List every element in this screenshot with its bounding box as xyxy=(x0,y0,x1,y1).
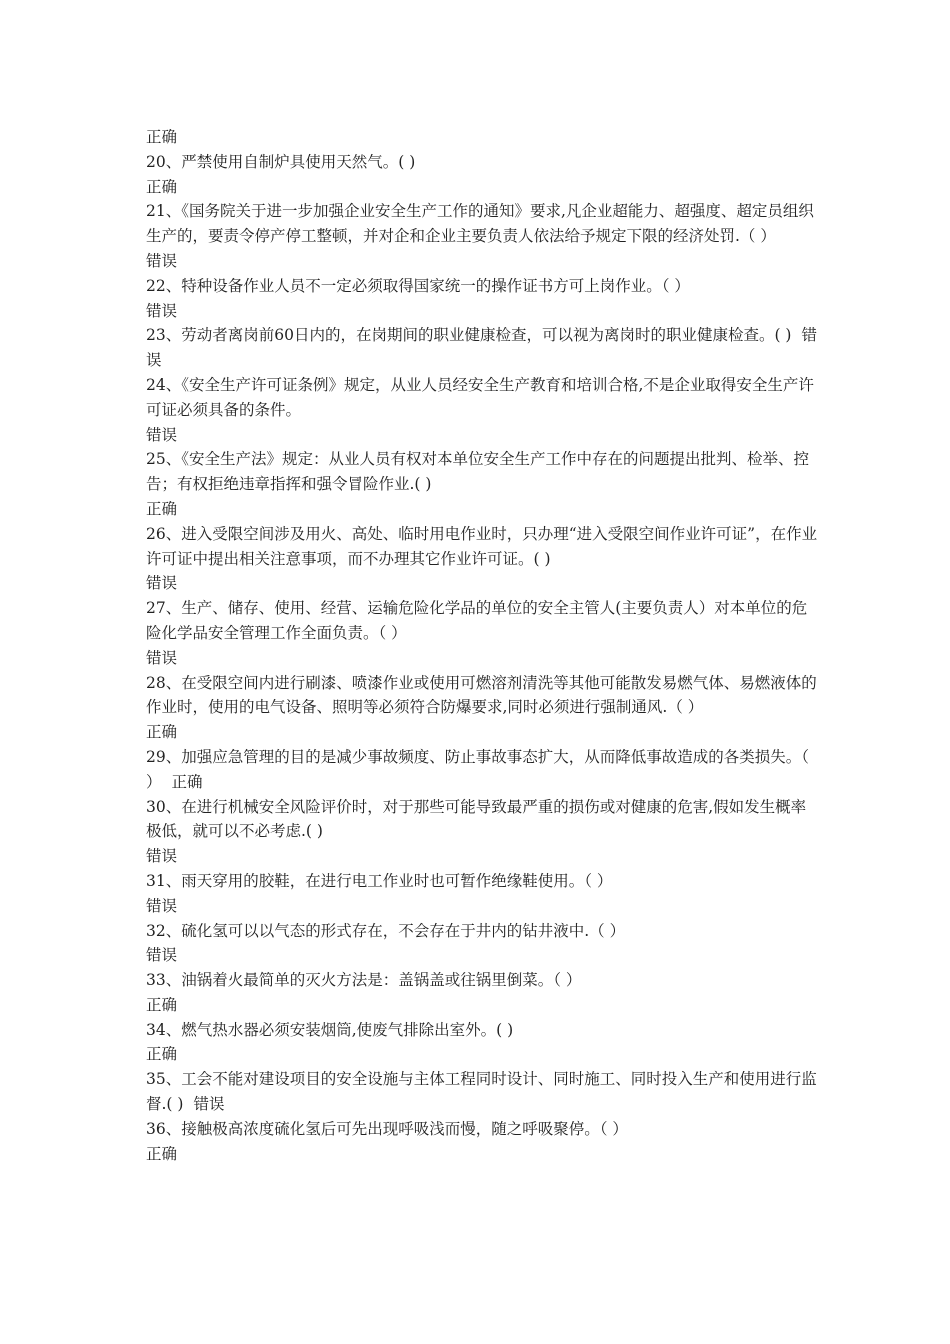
answer-text: 错误 xyxy=(193,1095,225,1114)
answer-text: 正确 xyxy=(146,128,178,146)
answer-text: 正确 xyxy=(146,499,178,518)
answer-text: 正确 xyxy=(146,1045,178,1064)
answer-text: 错误 xyxy=(146,251,178,270)
question-text: 25、《安全生产法》规定：从业人员有权对本单位安全生产工作中存在的问题提出批判、检举、控告；有权拒绝违章指挥和强令冒险作业.( ) xyxy=(146,450,809,494)
question-item xyxy=(146,745,818,795)
question-text: 31、雨天穿用的胶鞋，在进行电工作业时也可暂作绝缘鞋使用。（ ） xyxy=(146,871,613,890)
question-item xyxy=(146,447,818,521)
question-text: 24、《安全生产许可证条例》规定，从业人员经安全生产教育和培训合格,不是企业取得安全生产许可证必须具备的条件。 xyxy=(146,375,814,419)
question-text: 35、工会不能对建设项目的安全设施与主体工程同时设计、同时施工、同时投入生产和使用进行监督.( ) xyxy=(146,1070,817,1114)
answer-text: 正确 xyxy=(146,1144,178,1163)
question-text: 20、严禁使用自制炉具使用天然气。( ) xyxy=(146,152,416,171)
question-text: 28、在受限空间内进行刷漆、喷漆作业或使用可燃溶剂清洗等其他可能散发易燃气体、易燃液体的作业时，使用的电气设备、照明等必须符合防爆要求,同时必须进行强制通风.（ ） xyxy=(146,673,817,717)
question-text: 30、在进行机械安全风险评价时，对于那些可能导致最严重的损伤或对健康的危害,假如发生概率极低，就可以不必考虑.( ) xyxy=(146,797,807,841)
question-item xyxy=(146,274,818,324)
answer-text: 错误 xyxy=(146,425,178,444)
question-item xyxy=(146,199,818,273)
question-list xyxy=(146,150,818,1167)
question-item xyxy=(146,919,818,969)
question-item xyxy=(146,522,818,596)
answer-text: 错误 xyxy=(146,301,178,320)
answer-text: 错误 xyxy=(146,896,178,915)
question-text: 21、《国务院关于进一步加强企业安全生产工作的通知》要求,凡企业超能力、超强度、超定员组织生产的，要责令停产停工整顿，并对企和企业主要负责人依法给予规定下限的经济处罚.（ ） xyxy=(146,202,814,246)
question-item xyxy=(146,1117,818,1167)
question-text: 36、接触极高浓度硫化氢后可先出现呼吸浅而慢，随之呼吸聚停。（ ） xyxy=(146,1119,628,1138)
answer-text: 错误 xyxy=(146,574,178,593)
answer-text: 正确 xyxy=(171,772,203,791)
answer-text: 错误 xyxy=(146,648,178,667)
question-item xyxy=(146,1018,818,1068)
question-text: 26、进入受限空间涉及用火、高处、临时用电作业时，只办理“进入受限空间作业许可证”，在作业许可证中提出相关注意事项，而不办理其它作业许可证。( ) xyxy=(146,524,818,568)
question-item xyxy=(146,596,818,670)
question-item xyxy=(146,323,818,373)
question-text: 27、生产、储存、使用、经营、运输危险化学品的单位的安全主管人(主要负责人）对本单位的危险化学品安全管理工作全面负责。（ ） xyxy=(146,599,808,642)
question-item xyxy=(146,968,818,1018)
question-item xyxy=(146,1067,818,1117)
question-item xyxy=(146,150,818,200)
answer-text: 错误 xyxy=(146,946,178,965)
answer-text: 正确 xyxy=(146,723,178,742)
question-text: 33、油锅着火最简单的灭火方法是：盖锅盖或往锅里倒菜。（ ） xyxy=(146,971,582,990)
question-item xyxy=(146,795,818,869)
question-item xyxy=(146,671,818,745)
document-body xyxy=(146,125,818,1166)
question-text: 29、加强应急管理的目的是减少事故频度、防止事故事态扩大，从而降低事故造成的各类损失。（ ） xyxy=(146,747,809,791)
question-text: 23、劳动者离岗前60日内的，在岗期间的职业健康检查，可以视为离岗时的职业健康检查。( ) xyxy=(146,326,792,345)
answer-text: 错误 xyxy=(146,847,178,866)
answer-text: 错误 xyxy=(146,326,817,370)
answer-text: 正确 xyxy=(146,177,178,196)
answer-text: 正确 xyxy=(146,995,178,1014)
question-text: 34、燃气热水器必须安装烟筒,使废气排除出室外。( ) xyxy=(146,1020,514,1039)
question-text: 32、硫化氢可以以气态的形式存在，不会存在于井内的钻井液中.（ ） xyxy=(146,921,626,940)
question-text: 22、特种设备作业人员不一定必须取得国家统一的操作证书方可上岗作业。（ ） xyxy=(146,276,690,295)
question-item xyxy=(146,373,818,447)
question-item xyxy=(146,869,818,919)
